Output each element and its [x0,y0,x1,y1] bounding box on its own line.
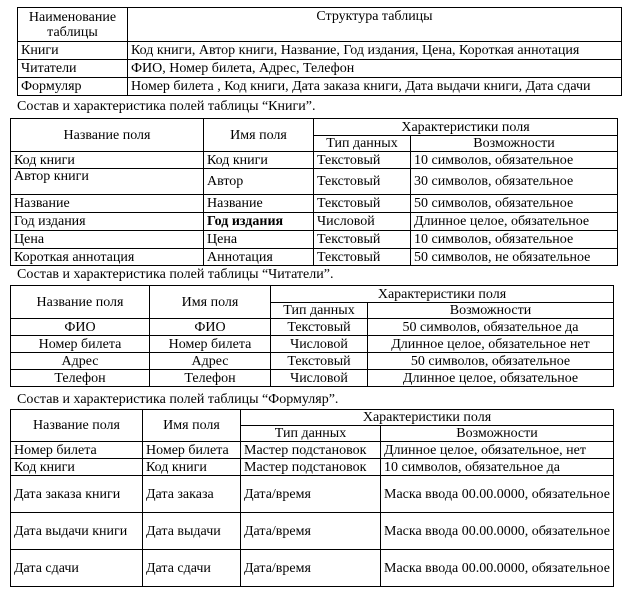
table-cell: Дата выдачи [143,513,241,550]
table-header-row [18,8,622,42]
table-cell: Автор [204,169,314,195]
table-cell: Дата заказа книги [11,476,143,513]
table-cell: Мастер подстановок [241,459,381,476]
books-table [10,118,618,266]
table-cell: Текстовый [314,169,411,195]
table-cell: Номер билета [11,442,143,459]
table-cell: Код книги [143,459,241,476]
formular-caption: Состав и характеристика полей таблицы “Формуляр”. [17,392,339,407]
column-header: Структура таблицы [128,8,622,42]
table-cell: Длинное целое, обязательное нет [368,336,614,353]
column-header: Возможности [381,426,614,442]
table-row [11,476,614,513]
table-row [11,459,614,476]
table-cell: Номер билета [150,336,271,353]
table-cell: Код книги [11,459,143,476]
table-cell: Маска ввода 00.00.0000, обязательное [381,550,614,587]
table-cell: Числовой [271,336,368,353]
column-header: Наименование таблицы [18,8,128,42]
table-cell: Автор книги [11,169,204,195]
column-header: Возможности [411,136,618,152]
table-cell: Маска ввода 00.00.0000, обязательное [381,513,614,550]
column-header: Характеристики поля [314,119,618,136]
table-cell: Номер билета , Код книги, Дата заказа книги, Дата выдачи книги, Дата сдачи [128,78,622,96]
column-header: Тип данных [314,136,411,152]
table-cell: Числовой [271,370,368,387]
table-cell: Название [204,195,314,213]
table-cell: Текстовый [314,249,411,266]
table-cell: Маска ввода 00.00.0000, обязательное [381,476,614,513]
table-row [18,78,622,96]
table-cell: Код книги [11,152,204,169]
table-row [11,353,614,370]
table-row [11,336,614,353]
table-cell: 10 символов, обязательное да [381,459,614,476]
table-cell: Книги [18,42,128,60]
table-cell: 10 символов, обязательное [411,152,618,169]
table-cell: Текстовый [314,195,411,213]
table-cell: 50 символов, обязательное [411,195,618,213]
table-cell: Текстовый [314,231,411,249]
table-row [11,370,614,387]
table-cell: ФИО [11,319,150,336]
table-cell: Код книги [204,152,314,169]
formular-table [10,409,614,587]
table-cell: Дата/время [241,476,381,513]
table-cell: Номер билета [143,442,241,459]
table-cell: Аннотация [204,249,314,266]
structure-table [17,7,622,96]
table-cell: Код книги, Автор книги, Название, Год издания, Цена, Короткая аннотация [128,42,622,60]
table-cell: 30 символов, обязательное [411,169,618,195]
table-cell: Название [11,195,204,213]
table-cell: Телефон [11,370,150,387]
table-cell: Мастер подстановок [241,442,381,459]
table-cell: 50 символов, не обязательное [411,249,618,266]
table-cell: Дата сдачи [143,550,241,587]
column-header: Имя поля [143,410,241,442]
table-cell: Цена [204,231,314,249]
table-cell: 10 символов, обязательное [411,231,618,249]
table-row [11,213,618,231]
column-header: Имя поля [204,119,314,152]
table-cell: Текстовый [314,152,411,169]
table-row [18,60,622,78]
table-cell: Числовой [314,213,411,231]
table-cell: Длинное целое, обязательное [411,213,618,231]
table-row [11,152,618,169]
table-cell: ФИО, Номер билета, Адрес, Телефон [128,60,622,78]
table-cell: Дата/время [241,513,381,550]
table-row [11,513,614,550]
table-cell: Адрес [11,353,150,370]
column-header: Тип данных [241,426,381,442]
table-cell: Номер билета [11,336,150,353]
readers-caption: Состав и характеристика полей таблицы “Читатели”. [17,267,334,282]
table-row [11,319,614,336]
table-row [11,231,618,249]
table-cell: Текстовый [271,319,368,336]
table-cell: Цена [11,231,204,249]
table-cell: Телефон [150,370,271,387]
column-header: Название поля [11,410,143,442]
column-header: Возможности [368,303,614,319]
table-cell: Короткая аннотация [11,249,204,266]
table-row [11,442,614,459]
column-header: Характеристики поля [241,410,614,426]
table-cell: Адрес [150,353,271,370]
table-row [11,550,614,587]
table-cell: Читатели [18,60,128,78]
table-cell: Дата заказа [143,476,241,513]
column-header: Название поля [11,286,150,319]
column-header: Название поля [11,119,204,152]
table-cell: Дата выдачи книги [11,513,143,550]
table-cell: Текстовый [271,353,368,370]
table-cell: ФИО [150,319,271,336]
table-cell: Длинное целое, обязательное [368,370,614,387]
table-row [11,249,618,266]
readers-table [10,285,614,387]
table-cell: Формуляр [18,78,128,96]
table-cell: 50 символов, обязательное [368,353,614,370]
column-header: Характеристики поля [271,286,614,303]
books-caption: Состав и характеристика полей таблицы “Книги”. [17,99,316,114]
table-cell: Год издания [11,213,204,231]
table-row [11,169,618,195]
table-cell: Длинное целое, обязательное, нет [381,442,614,459]
column-header: Имя поля [150,286,271,319]
table-cell: Дата сдачи [11,550,143,587]
column-header: Тип данных [271,303,368,319]
table-row [11,195,618,213]
table-header-row [11,286,614,303]
table-cell: Год издания [204,213,314,231]
table-row [18,42,622,60]
table-header-row [11,119,618,136]
table-cell: 50 символов, обязательное да [368,319,614,336]
table-header-row [11,410,614,426]
table-cell: Дата/время [241,550,381,587]
